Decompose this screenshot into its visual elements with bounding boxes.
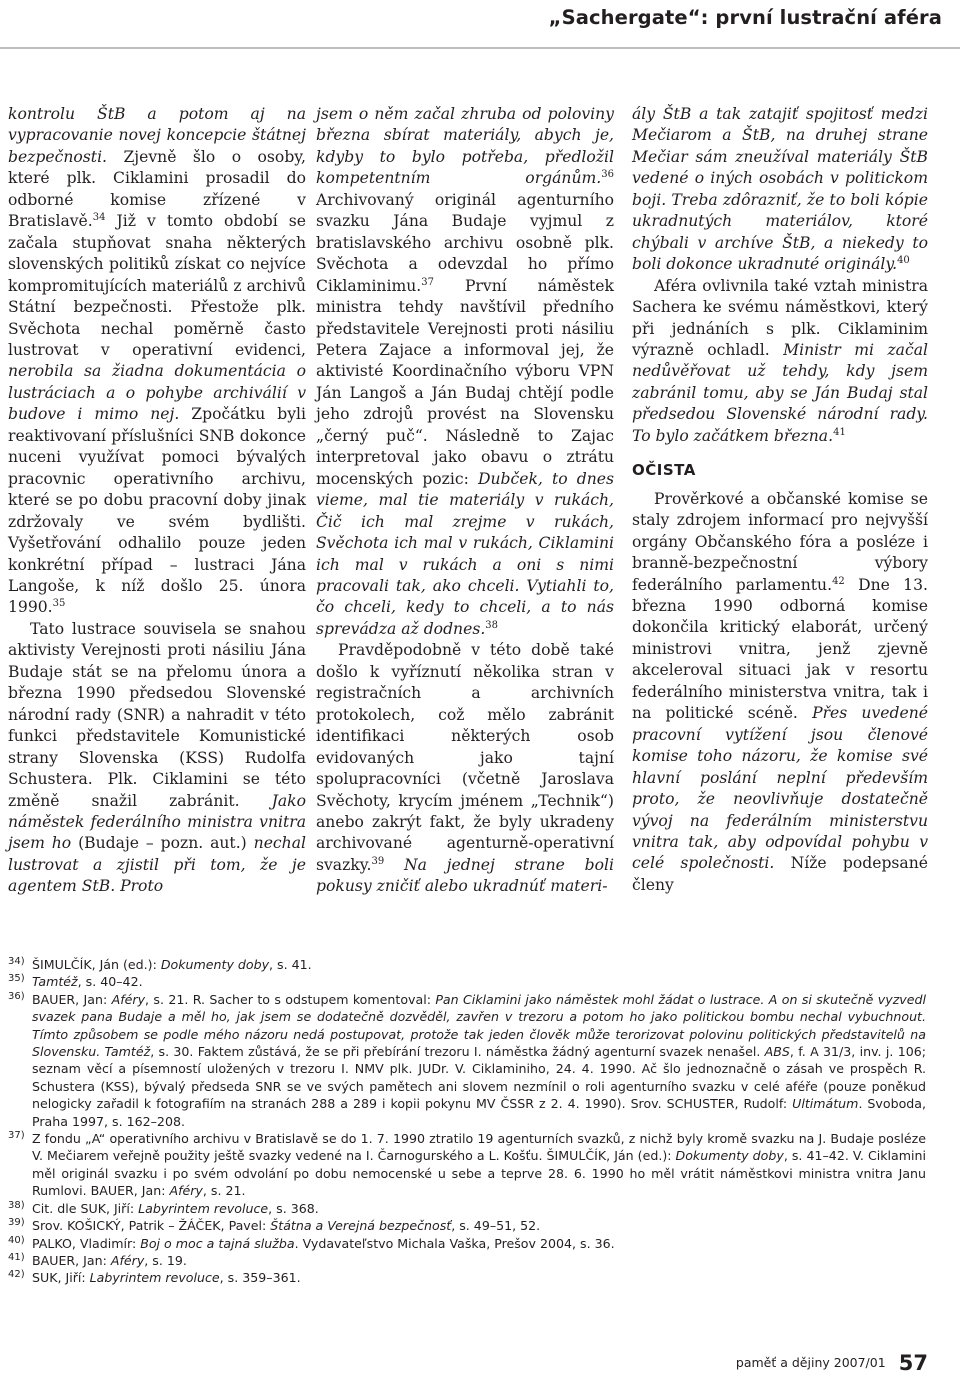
- footnote: [8, 991, 926, 1130]
- italic-text: Aféry: [110, 1252, 145, 1268]
- italic-text: Dokumenty doby: [160, 957, 270, 972]
- text-run: Cit. dle SUK, Jiří:: [32, 1200, 139, 1216]
- text-run: Pravděpodobně v této době také došlo k vyříznutí několika stran v registračních a archivních protokolech, což mělo zabránit identifikaci některých osob evidovaných jako tajní spolupracovníci (včetně Jaroslava Svěchoty, krycím jménem „Technik“) anebo zakrýt fakt, že byly ukradeny archivované agenturně-operativní svazky.: [316, 641, 614, 874]
- italic-text: Tamtéž: [32, 974, 78, 990]
- text-run: ŠIMULČÍK, Ján (ed.):: [32, 957, 161, 972]
- text-run: , s. 21. R. Sacher to s odstupem komentoval:: [145, 991, 436, 1007]
- text-run: , s. 40–42.: [77, 974, 143, 990]
- paragraph: [632, 489, 928, 897]
- footnote-number: 38): [8, 1199, 25, 1211]
- italic-text: Na jednej strane boli pokusy zničiť alebo ukradnúť materi-: [316, 855, 614, 896]
- text-run: , s. 368.: [268, 1200, 319, 1216]
- italic-text: Jako náměstek federálního ministra vnitra jsem ho: [8, 791, 306, 853]
- text-run: Zpočátku byli reaktivovaní příslušníci SNB dokonce nuceni využívat pomoci bývalých pracovnic operativního archivu, které se po dobu pracovní doby jinak zdržovaly ve svém bydlišti. Vyšetřování odhalilo pouze jeden konkrétní případ – lustraci Jána Langoše, k níž došlo 25. února 1990.: [8, 405, 306, 617]
- text-run: , s. 19.: [144, 1252, 187, 1268]
- text-run: , s. 49–51, 52.: [451, 1218, 541, 1234]
- footnote-number: 34): [8, 956, 25, 967]
- italic-text: Dokumenty doby: [675, 1148, 784, 1164]
- footnote: [8, 1269, 926, 1286]
- text-run: Zjevně šlo o osoby, které plk. Ciklamini prosadil do odborné komise zřízené v Bratislavě.: [8, 147, 306, 231]
- italic-text: Boj o moc a tajná služba: [140, 1235, 295, 1251]
- italic-text: Aféry: [111, 991, 146, 1007]
- italic-text: Aféry: [169, 1183, 203, 1199]
- paragraph: [8, 619, 306, 898]
- text-run: Již v tomto období se začala stupňovat snaha některých slovenských politiků získat co nejvíce kompromitujících materiálů z archivů Státní bezpečnosti. Přestože plk. Svěchota nechal poměrně často lustrovat v operativní evidenci,: [8, 212, 306, 359]
- paragraph: [316, 104, 614, 640]
- footnote-number: 41): [8, 1251, 25, 1263]
- italic-text: kontrolu ŠtB a potom aj na vypracovanie novej koncepcie štátnej bezpečnosti.: [8, 105, 306, 166]
- italic-text: Ultimátum: [792, 1096, 859, 1112]
- footnote-ref: 42: [832, 575, 845, 587]
- text-run: , s. 41–42. V. Ciklamini měl originál svazku i po svém odvolání po dobu nemocenské u sebe a teprve 28. 6. 1990 ho měl vrátit náměstkovi ministra vnitra Janu Rumlovi. BAUER, Jan:: [32, 1148, 926, 1199]
- text-run: , s. 21.: [202, 1183, 246, 1199]
- running-header: „Sachergate“: první lustrační aféra: [548, 6, 942, 29]
- italic-text: nechal lustrovat a zjistil při tom, že je agentem StB. Proto: [8, 834, 306, 896]
- text-run: [384, 856, 404, 874]
- italic-text: Labyrintem revoluce: [138, 1200, 269, 1216]
- footnote: [8, 1130, 926, 1200]
- footnote: [8, 973, 926, 990]
- text-run: SUK, Jiří:: [32, 1270, 90, 1286]
- header-rule: [0, 47, 960, 49]
- magazine-issue: paměť a dějiny 2007/01: [735, 1355, 886, 1370]
- text-run: Tato lustrace souvisela se snahou aktivisty Verejnosti proti násiliu Jána Budaje stát se na přelomu února a března 1990 předsedou Slovenské národní rady (SNR) a nahradit v této funkci představitele Komunistické strany Slovenska (KSS) Rudolfa Schustera. Plk. Ciklamini se této změně snažil zabránit.: [8, 619, 306, 810]
- text-run: PALKO, Vladimír:: [32, 1235, 141, 1251]
- text-run: , s. 30. Faktem zůstává, že se při přebírání trezoru I. náměstka žádný agenturní svazek nenašel.: [150, 1044, 765, 1060]
- footnotes: [8, 956, 926, 1287]
- italic-text: Labyrintem revoluce: [89, 1270, 220, 1286]
- footnote-ref: 39: [371, 855, 385, 867]
- text-column-1: [8, 104, 306, 898]
- text-run: Z fondu „A“ operativního archivu v Bratislavě se do 1. 7. 1990 ztratilo 19 agenturních svazků, z nichž byly kromě svazku na J. Budaje posléze V. Mečiarem veřejně použity ještě svazky vedené na I. Čarnogurského a L. Košťu. ŠIMULČÍK, Ján (ed.):: [32, 1131, 926, 1164]
- footnote-number: 42): [8, 1269, 25, 1281]
- italic-text: ABS: [764, 1044, 790, 1060]
- text-run: . Vydavateľstvo Michala Vaška, Prešov 2004, s. 36.: [294, 1235, 615, 1251]
- footnote-ref: 35: [52, 598, 66, 610]
- footnote-ref: 38: [485, 619, 499, 631]
- footnote: [8, 1252, 926, 1269]
- text-run: Dne 13. března 1990 odborná komise dokončila kritický elaborát, určený ministrovi vnitra, jenž zjevně akceleroval situaci jak v resortu federálního ministerstva vnitra, tak i na politické scéně.: [632, 575, 928, 723]
- section-heading: OČISTA: [632, 461, 696, 480]
- text-run: Archivovaný originál agenturního svazku Jána Budaje vyjmul z bratislavského archivu osobně plk. Svěchota a odevzdal ho přímo Ciklaminimu.: [316, 190, 614, 295]
- text-run: , f. A 31/3, inv. j. 106; seznam věcí a písemností uložených v trezoru I. NMV plk. JUDr. V. Ciklaminiho, 24. 4. 1990. Ač šlo jednoznačně o zásah ve prospěch R. Schustera (KSS), bývalý předseda SNR se ve svých pamětech ani slovem nezmínil o roli agenturního svazku v celé aféře (pouze poněkud nelogicky zařadil k fotografiím na stranách 288 a 289 i kopii pokynu MV ČSSR z 2. 4. 1990). Srov. SCHUSTER, Rudolf:: [32, 1044, 926, 1112]
- footnote-ref: 36: [601, 169, 614, 181]
- paragraph: [632, 104, 928, 276]
- text-run: Srov. KOŠICKÝ, Patrik – ŽÁČEK, Pavel:: [32, 1218, 271, 1234]
- text-run: , s. 359–361.: [219, 1270, 301, 1286]
- text-run: První náměstek ministra tehdy navštívil předního představitele Verejnosti proti násiliu Petera Zajace a informoval jej, že aktivisté Koordinačního výboru VPN Ján Langoš a Ján Budaj chtějí podle jeho zdrojů provést na Slovensku „černý puč“. Následně to Zajac interpretoval jako obavu o ztrátu mocenských pozic:: [316, 276, 614, 488]
- text-run: BAUER, Jan:: [32, 991, 112, 1007]
- italic-text: Ministr mi začal nedůvěřovat už tehdy, kdy jsem zabránil tomu, aby se Ján Budaj stal předsedou Slovenské národní rady. To bylo začátkem března.: [632, 340, 928, 445]
- text-run: , s. 41.: [269, 957, 312, 972]
- footnote-number: 35): [8, 973, 25, 985]
- footnote-ref: 41: [833, 426, 846, 438]
- footnote-ref: 37: [421, 276, 434, 288]
- text-run: Níže podepsané členy: [632, 854, 928, 894]
- footnote: [8, 956, 926, 973]
- text-run: Prověrkové a občanské komise se staly zdrojem informací pro nejvyšší orgány Občanského fóra a posléze i branně-bezpečnostní výbory federálního parlamentu.: [632, 489, 928, 594]
- italic-text: Přes uvedené pracovní vytížení jsou členové komise toho názoru, že komise své hlavní poslání neplní především proto, že neovlivňuje dostatečně vývoj na federálním ministerstvu vnitra tak, aby odpovídal pohybu v celé společnosti.: [632, 704, 928, 873]
- text-run: Aféra ovlivnila také vztah ministra Sachera ke svému náměstkovi, který při jednáních s plk. Ciklaminim výrazně ochladl.: [632, 276, 928, 359]
- text-run: (Budaje – pozn. aut.): [71, 834, 254, 853]
- footnote-ref: 34: [92, 212, 106, 224]
- footnote-ref: 40: [897, 255, 910, 267]
- italic-text: jsem o něm začal zhruba od poloviny března sbírat materiály, abych je, kdyby to bylo potřeba, předložil kompetentním orgánům.: [316, 105, 614, 188]
- italic-text: ály ŠtB a tak zatajiť spojitosť medzi Mečiarom a ŠtB, na druhej strane Mečiar sám zneužíval materiály ŠtB vedené o iných osobách v politickom boji. Treba zdôrazniť, že to boli kópie ukradnutých materiálov, ktoré chýbali v archíve ŠtB, a niekedy to boli dokonce ukradnuté originály.: [632, 105, 928, 274]
- footnote: [8, 1217, 926, 1234]
- page-number: 57: [898, 1351, 928, 1375]
- text-column-2: [316, 104, 614, 898]
- italic-text: Dubček, to dnes vieme, mal tie materiály v rukách, Čič ich mal zrejme v rukách, Svěchota ich mal v rukách, Ciklamini ich mal v rukách a oni s nimi pracovali tak, ako chceli. Vytiahli to, čo chceli, kedy to chceli, a to nás sprevádza až dodnes.: [316, 469, 614, 638]
- footnote-number: 39): [8, 1217, 25, 1229]
- italic-text: Pan Ciklamini jako náměstek mohl žádat o lustrace. A on si skutečně vyzvedl svazek pana Budaje a měl ho, jak jsem se dodatečně dozvěděl, zavřen v trezoru a potom ho jako politickou bombu nechal vybuchnout. Tímto způsobem se podle mého názoru nedá postupovat, protože tak jeden člověk může terorizovat polovinu politických představitelů na Slovensku. Tamtéž: [32, 991, 927, 1060]
- text-column-3: [632, 104, 928, 896]
- page-footer: [736, 1351, 928, 1375]
- paragraph: [632, 276, 928, 448]
- footnote-number: 40): [8, 1234, 25, 1246]
- text-run: . Svoboda, Praha 1997, s. 162–208.: [32, 1096, 927, 1129]
- footnote-number: 36): [8, 990, 25, 1002]
- text-run: BAUER, Jan:: [32, 1252, 111, 1268]
- footnote: [8, 1200, 926, 1217]
- italic-text: nerobila sa žiadna dokumentácia o lustráciach a o pohybe archiválií v budove i mimo nej.: [8, 362, 306, 424]
- paragraph: [8, 104, 306, 619]
- footnote-number: 37): [8, 1130, 25, 1142]
- paragraph: [316, 640, 614, 897]
- footnote: [8, 1235, 926, 1252]
- italic-text: Štátna a Verejná bezpečnosť: [270, 1218, 452, 1234]
